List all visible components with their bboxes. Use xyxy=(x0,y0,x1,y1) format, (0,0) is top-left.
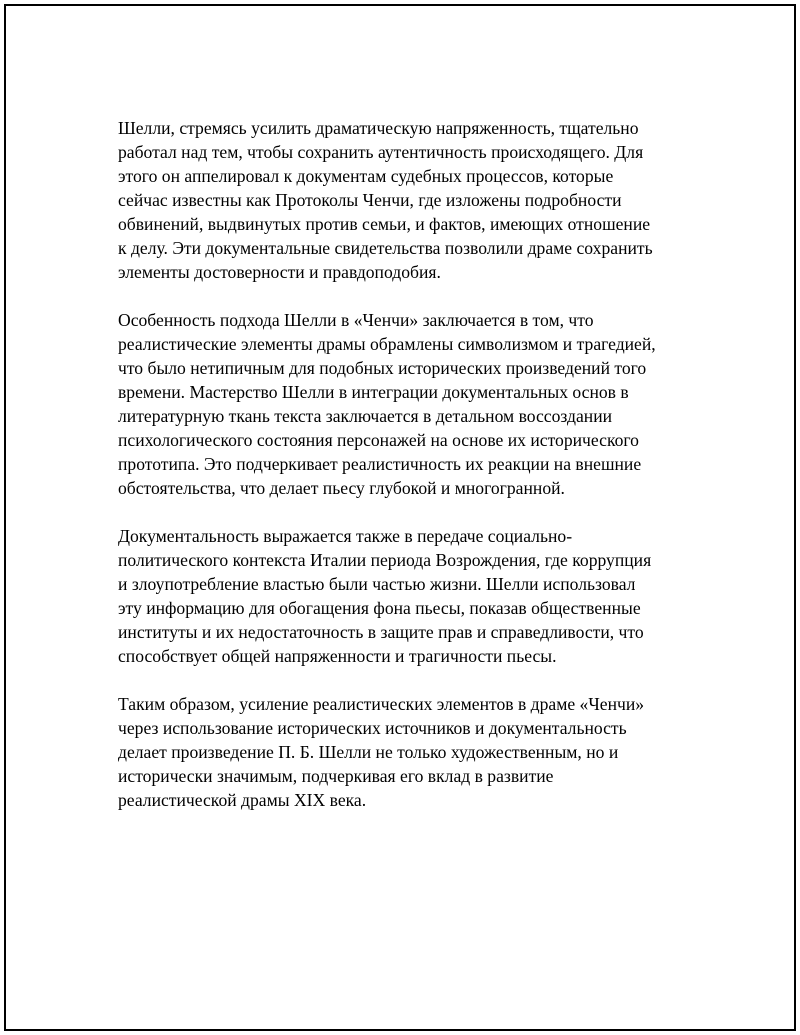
paragraph-1 xyxy=(118,116,688,284)
text-line: делает произведение П. Б. Шелли не только художественным, но и xyxy=(118,742,619,762)
text-line: реалистической драмы XIX века. xyxy=(118,790,367,810)
text-line: Таким образом, усиление реалистических элементов в драме «Ченчи» xyxy=(118,694,645,714)
text-line: элементы достоверности и правдоподобия. xyxy=(118,262,441,282)
text-line: прототипа. Это подчеркивает реалистичность их реакции на внешние xyxy=(118,454,642,474)
text-line: эту информацию для обогащения фона пьесы, показав общественные xyxy=(118,598,641,618)
text-line: Шелли, стремясь усилить драматическую напряженность, тщательно xyxy=(118,118,639,138)
text-line: исторически значимым, подчеркивая его вклад в развитие xyxy=(118,766,554,786)
text-line: к делу. Эти документальные свидетельства позволили драме сохранить xyxy=(118,238,653,258)
text-line: способствует общей напряженности и трагичности пьесы. xyxy=(118,646,557,666)
text-line: институты и их недостаточность в защите прав и справедливости, что xyxy=(118,622,644,642)
paragraph-3 xyxy=(118,524,688,668)
text-line: обстоятельства, что делает пьесу глубокой и многогранной. xyxy=(118,478,565,498)
text-line: реалистические элементы драмы обрамлены символизмом и трагедией, xyxy=(118,334,656,354)
paragraph-4 xyxy=(118,692,688,812)
document-body xyxy=(118,116,688,836)
text-line: психологического состояния персонажей на основе их исторического xyxy=(118,430,639,450)
text-line: этого он аппелировал к документам судебных процессов, которые xyxy=(118,166,614,186)
text-line: литературную ткань текста заключается в детальном воссоздании xyxy=(118,406,613,426)
text-line: Документальность выражается также в передаче социально- xyxy=(118,526,573,546)
text-line: и злоупотребление властью были частью жизни. Шелли использовал xyxy=(118,574,636,594)
paragraph-2 xyxy=(118,308,688,500)
text-line: времени. Мастерство Шелли в интеграции документальных основ в xyxy=(118,382,629,402)
text-line: Особенность подхода Шелли в «Ченчи» заключается в том, что xyxy=(118,310,594,330)
text-line: обвинений, выдвинутых против семьи, и фактов, имеющих отношение xyxy=(118,214,651,234)
text-line: что было нетипичным для подобных исторических произведений того xyxy=(118,358,647,378)
text-line: работал над тем, чтобы сохранить аутентичность происходящего. Для xyxy=(118,142,644,162)
text-line: политического контекста Италии периода Возрождения, где коррупция xyxy=(118,550,652,570)
text-line: сейчас известны как Протоколы Ченчи, где изложены подробности xyxy=(118,190,622,210)
text-line: через использование исторических источников и документальность xyxy=(118,718,627,738)
